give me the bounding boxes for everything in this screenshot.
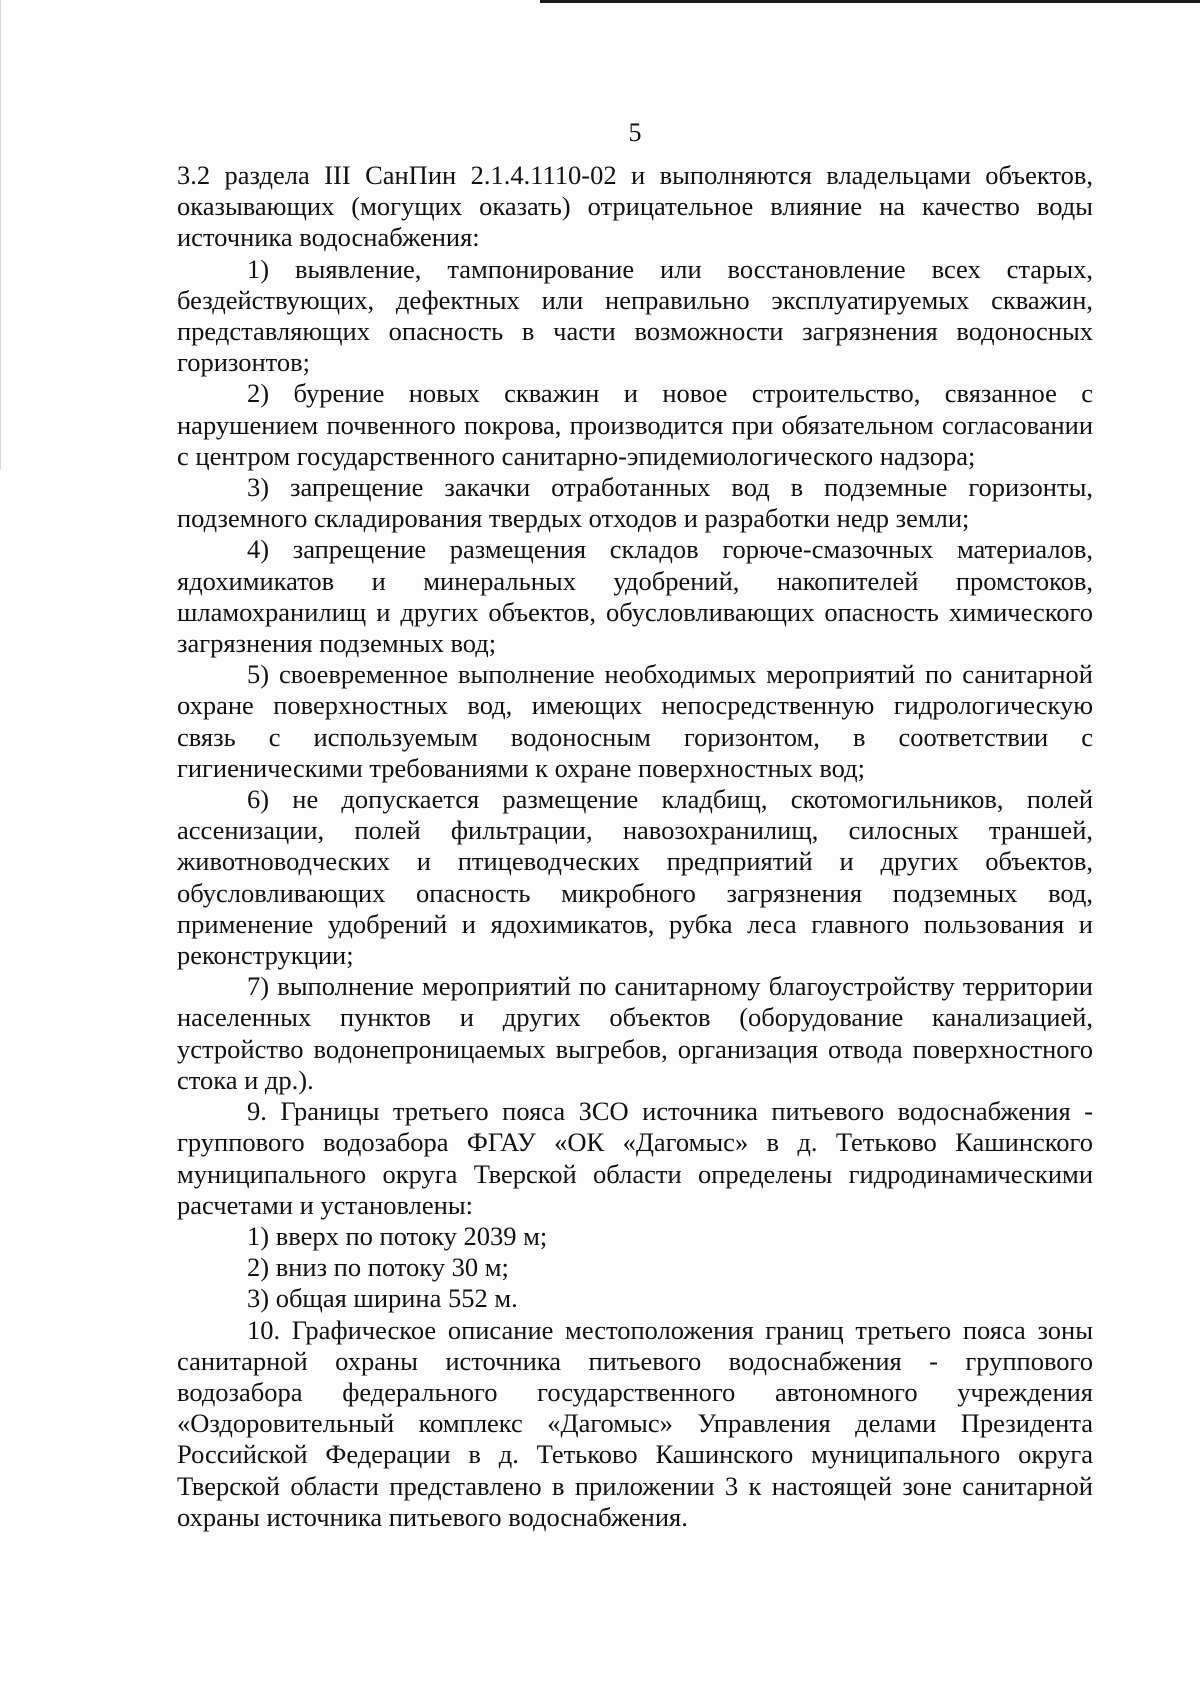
list-item-2: 2) бурение новых скважин и новое строительство, связанное с нарушением почвенного покрова, производится при обязательном согласовании с центром государственного санитарно-эпидемиологического надзора; (177, 378, 1093, 471)
paragraph-10: 10. Графическое описание местоположения границ третьего пояса зоны санитарной охраны источника питьевого водоснабжения - группового водозабора федерального государственного автономного учреждения «Оздоровительный комплекс «Дагомыс» Управления делами Президента Российской Федерации в д. Тетьково Кашинского муниципального округа Тверской области представлено в приложении 3 к настоящей зоне санитарной охраны источника питьевого водоснабжения. (177, 1314, 1093, 1532)
boundary-upstream: 1) вверх по потоку 2039 м; (247, 1220, 548, 1251)
paragraph-intro: 3.2 раздела III СанПин 2.1.4.1110-02 и выполняются владельцами объектов, оказывающих (могущих оказать) отрицательное влияние на качество воды источника водоснабжения: (177, 160, 1093, 253)
list-item-4: 4) запрещение размещения складов горюче-смазочных материалов, ядохимикатов и минеральных удобрений, накопителей промстоков, шламохранилищ и других объектов, обусловливающих опасность химического загрязнения подземных вод; (177, 534, 1093, 659)
list-item-7: 7) выполнение мероприятий по санитарному благоустройству территории населенных пунктов и других объектов (оборудование канализацией, устройство водонепроницаемых выгребов, организация отвода поверхностного стока и др.). (177, 971, 1093, 1095)
list-item-1: 1) выявление, тампонирование или восстановление всех старых, бездействующих, дефектных или неправильно эксплуатируемых скважин, представляющих опасность в части возможности загрязнения водоносных горизонтов; (177, 253, 1093, 378)
list-item-5: 5) своевременное выполнение необходимых мероприятий по санитарной охране поверхностных вод, имеющих непосредственную гидрологическую связь с используемым водоносным горизонтом, в соответствии с гигиеническими требованиями к охране поверхностных вод; (177, 659, 1093, 783)
boundary-width: 3) общая ширина 552 м. (247, 1283, 518, 1314)
scan-margin-line (0, 0, 1, 470)
page-number: 5 (628, 118, 642, 147)
boundary-downstream: 2) вниз по потоку 30 м; (247, 1252, 509, 1283)
list-item-6: 6) не допускается размещение кладбищ, скотомогильников, полей ассенизации, полей фильтрации, навозохранилищ, силосных траншей, животноводческих и птицеводческих предприятий и других объектов, обусловливающих опасность микробного загрязнения подземных вод, применение удобрений и ядохимикатов, рубка леса главного пользования и реконструкции; (177, 784, 1093, 971)
document-body (177, 160, 1093, 1533)
scan-edge (540, 0, 1200, 3)
list-item-3: 3) запрещение закачки отработанных вод в подземные горизонты, подземного складирования твердых отходов и разработки недр земли; (177, 472, 1093, 534)
paragraph-9: 9. Границы третьего пояса ЗСО источника питьевого водоснабжения - группового водозабора ФГАУ «ОК «Дагомыс» в д. Тетьково Кашинского муниципального округа Тверской области определены гидродинамическими расчетами и установлены: (177, 1096, 1093, 1220)
